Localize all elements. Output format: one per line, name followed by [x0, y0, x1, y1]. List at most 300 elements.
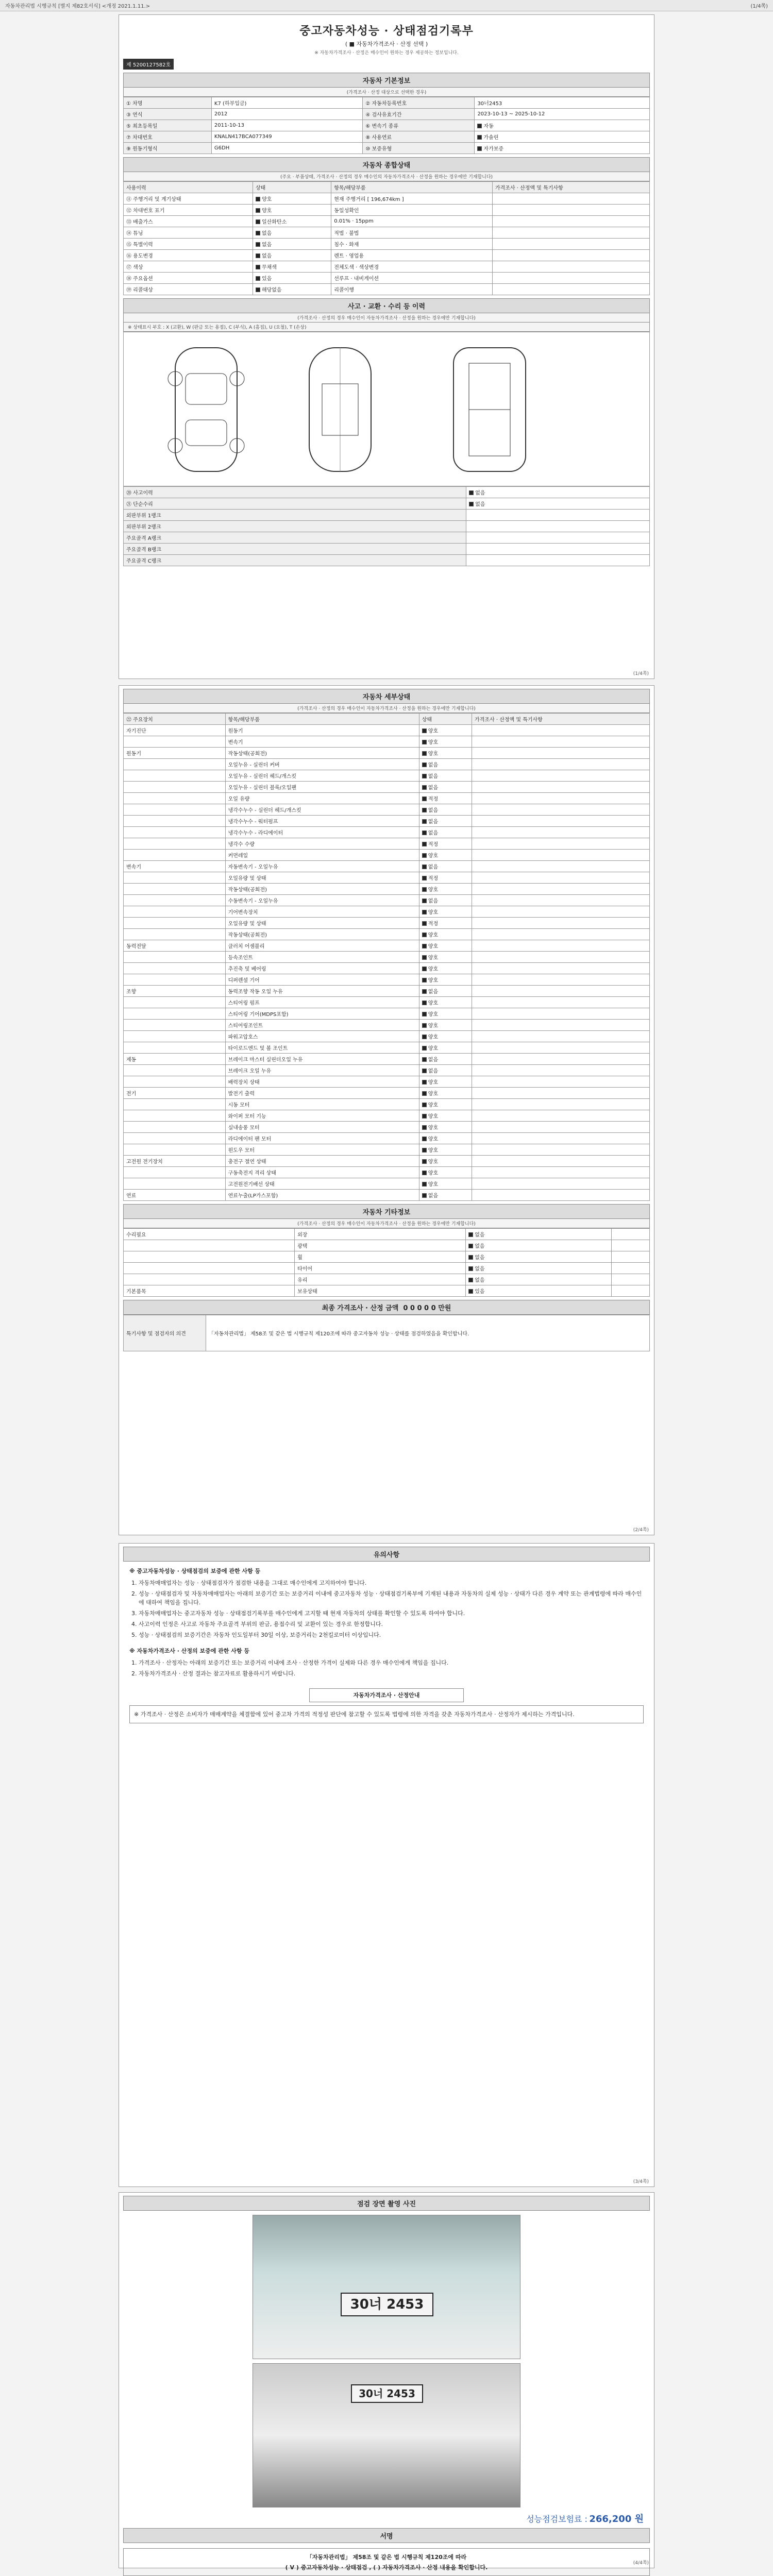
status-text: 양호 — [428, 1125, 439, 1131]
table-row — [124, 1065, 650, 1076]
label: ③ 연식 — [124, 109, 212, 120]
empty-cell — [492, 284, 649, 295]
car-top-view-icon — [294, 343, 386, 477]
status-text: 양호 — [428, 1182, 439, 1188]
detail-title: 자동차 세부상태 — [123, 689, 650, 704]
table-row — [124, 974, 650, 986]
license-plate: 30너 2453 — [341, 2293, 433, 2316]
car-diagram — [123, 332, 650, 486]
empty-cell — [612, 1240, 650, 1251]
status-cell — [466, 1251, 612, 1263]
cell: 타이로드엔드 및 볼 조인트 — [225, 1042, 419, 1054]
status-cell — [419, 838, 472, 850]
value: 2023-10-13 ~ 2025-10-12 — [475, 109, 650, 120]
table-row — [124, 1178, 650, 1190]
cell — [124, 872, 226, 884]
empty-cell — [472, 804, 650, 816]
cell — [124, 1251, 295, 1263]
checkbox-icon — [422, 887, 427, 892]
cell: 전기 — [124, 1088, 226, 1099]
table-row — [124, 1088, 650, 1099]
table-row — [124, 895, 650, 906]
checkbox-icon — [256, 231, 260, 235]
table-row — [124, 1167, 650, 1178]
status-cell — [419, 1167, 472, 1178]
status-cell — [253, 227, 331, 239]
cell: 원동기 — [225, 725, 419, 736]
cell: 변속기 — [225, 736, 419, 748]
checkbox-icon — [422, 1057, 427, 1062]
status-text: 양호 — [428, 1001, 439, 1006]
document-note: ※ 자동차가격조사 · 산정은 매수인이 원하는 경우 제공하는 정보입니다. — [314, 50, 459, 56]
rank-values — [466, 521, 650, 532]
cell — [124, 1008, 226, 1020]
cell — [124, 1110, 226, 1122]
sign-line: 「자동차관리법」 제58조 및 같은 법 시행규칙 제120조에 따라 — [306, 2554, 467, 2561]
col-header: ㉒ 주요장치 — [124, 714, 226, 725]
cell — [124, 974, 226, 986]
table-row — [124, 1144, 650, 1156]
status-cell — [419, 1156, 472, 1167]
status-cell — [419, 1190, 472, 1201]
table-row — [124, 850, 650, 861]
cell: 보유상태 — [295, 1285, 466, 1297]
cell: 오일누유 - 실린더 헤드/개스킷 — [225, 770, 419, 782]
cell: 디퍼렌셜 기어 — [225, 974, 419, 986]
cell: 클러치 어셈블리 — [225, 940, 419, 952]
empty-cell — [492, 273, 649, 284]
insurance-fee — [129, 2512, 644, 2525]
status-cell — [253, 273, 331, 284]
cell — [124, 895, 226, 906]
checkbox-icon — [256, 197, 260, 201]
special-label: 특기사항 및 점검자의 의견 — [124, 1315, 206, 1351]
status-cell — [419, 1133, 472, 1144]
table-row — [124, 872, 650, 884]
table-row — [124, 770, 650, 782]
special-text: 「자동차관리법」 제58조 및 같은 법 시행규칙 제120조에 따라 중고자동차 성능 · 상태를 점검하였음을 확인합니다. — [206, 1315, 650, 1351]
table-row — [124, 1110, 650, 1122]
sign-line: ( V ) 중고자동차성능 · 상태점검 , ( ) 자동차가격조사 · 산정 내용을 확인합니다. — [285, 2564, 488, 2571]
value — [466, 487, 650, 498]
cell: ⑰ 색상 — [124, 261, 253, 273]
cell: 작동상태(공회전) — [225, 748, 419, 759]
cell: 동력조향 작동 오일 누유 — [225, 986, 419, 997]
checkbox-icon — [422, 1046, 427, 1050]
checkbox-icon — [468, 1244, 473, 1248]
notes-title: 유의사항 — [123, 1547, 650, 1562]
status-text: 양호 — [428, 740, 439, 745]
table-row — [124, 1285, 650, 1297]
status-text: 없음 — [428, 989, 439, 995]
empty-cell — [472, 748, 650, 759]
cell: ⑮ 특별이력 — [124, 239, 253, 250]
status-text: 적정 — [428, 842, 439, 848]
table-row — [124, 205, 650, 216]
checkbox-icon — [422, 796, 427, 801]
cell — [124, 1274, 295, 1285]
checkbox-icon — [422, 1159, 427, 1164]
cell: 외장 — [295, 1229, 466, 1240]
note-item: 1. 자동차매매업자는 성능 · 상태점검자가 점검한 내용을 그대로 매수인에게 고지하여야 합니다. — [139, 1579, 644, 1587]
table-row — [124, 1042, 650, 1054]
empty-cell — [472, 986, 650, 997]
status-cell — [419, 1122, 472, 1133]
table-row — [124, 1122, 650, 1133]
empty-cell — [472, 1122, 650, 1133]
checkbox-icon — [422, 1171, 427, 1175]
status-text: 없음 — [475, 1266, 485, 1272]
cell: 오일유량 및 상태 — [225, 872, 419, 884]
status-text: 양호 — [428, 853, 439, 859]
empty-cell — [472, 872, 650, 884]
basic-info-sub: (가격조사 · 산정 대상으로 선택한 경우) — [123, 88, 650, 97]
status-text: 양호 — [428, 944, 439, 950]
inspection-photo-rear — [253, 2363, 520, 2507]
table-row — [124, 284, 650, 295]
status-text: 없음 — [428, 808, 439, 814]
document-title-block — [242, 22, 531, 56]
checkbox-icon — [422, 967, 427, 971]
status-text: 양호 — [428, 1080, 439, 1086]
checkbox-icon — [422, 1080, 427, 1084]
status-cell — [419, 1178, 472, 1190]
label: ⑳ 사고이력 — [124, 487, 466, 498]
empty-cell — [492, 216, 649, 227]
cell — [124, 884, 226, 895]
status-cell — [419, 861, 472, 872]
empty-cell — [472, 895, 650, 906]
status-cell — [419, 1088, 472, 1099]
status-cell — [419, 986, 472, 997]
cell: 고전원전기배선 상태 — [225, 1178, 419, 1190]
checkbox-icon — [422, 989, 427, 994]
cell: ⑫ 차대번호 표기 — [124, 205, 253, 216]
status-cell — [419, 1042, 472, 1054]
document-title: 중고자동차성능 · 상태점검기록부 — [299, 24, 474, 38]
cell: 광택 — [295, 1240, 466, 1251]
status-cell — [419, 997, 472, 1008]
col-header: 항목/해당부품 — [225, 714, 419, 725]
label: ㉑ 단순수리 — [124, 498, 466, 510]
checkbox-icon — [422, 933, 427, 937]
empty-cell — [612, 1263, 650, 1274]
cell — [124, 1144, 226, 1156]
cell: 브레이크 오일 누유 — [225, 1065, 419, 1076]
table-row — [124, 997, 650, 1008]
value: 2011-10-13 — [211, 120, 362, 131]
note-item: 1. 가격조사 · 산정자는 아래의 보증기간 또는 보증거리 이내에 조사 · 산정한 가격이 실제와 다른 경우 매수인에게 책임을 집니다. — [139, 1658, 644, 1667]
cell: 스티어링 기어(MDPS포함) — [225, 1008, 419, 1020]
checkbox-icon — [422, 740, 427, 744]
license-plate: 30너 2453 — [351, 2384, 423, 2403]
top-strip — [0, 0, 773, 11]
cell: 와이퍼 모터 기능 — [225, 1110, 419, 1122]
cell: 현재 주행거리 [ 196,674km ] — [331, 193, 493, 205]
empty-cell — [472, 736, 650, 748]
empty-cell — [492, 261, 649, 273]
checkbox-icon — [422, 1023, 427, 1028]
status-text: 양호 — [428, 1114, 439, 1120]
empty-cell — [472, 793, 650, 804]
page-indicator: (1/4쪽) — [750, 4, 768, 9]
checkbox-icon — [422, 853, 427, 858]
table-row — [124, 1190, 650, 1201]
cell: 침수 · 화재 — [331, 239, 493, 250]
status-cell — [466, 1240, 612, 1251]
notes-head: ※ 중고자동차성능 · 상태점검의 보증에 관한 사항 등 — [129, 1568, 261, 1574]
accident-legend: ※ 상태표시 부호 : X (교환), W (판금 또는 용접), C (부식), A (흠집), U (요철), T (손상) — [123, 323, 650, 332]
table-row — [124, 986, 650, 997]
status-cell — [466, 1229, 612, 1240]
empty-cell — [472, 1099, 650, 1110]
empty-cell — [472, 838, 650, 850]
note-item: 5. 성능 · 상태점검의 보증기간은 자동차 인도일부터 30일 이상, 보증거리는 2천킬로미터 이상입니다. — [139, 1631, 644, 1639]
cell — [124, 952, 226, 963]
col-header: 상태 — [253, 182, 331, 193]
status-cell — [419, 827, 472, 838]
table-row — [124, 838, 650, 850]
checkbox-icon — [422, 785, 427, 790]
cell: 냉각수누수 - 라디에이터 — [225, 827, 419, 838]
inspection-photo-front — [253, 2215, 520, 2359]
checkbox-icon — [422, 1001, 427, 1005]
empty-cell — [472, 759, 650, 770]
empty-cell — [472, 974, 650, 986]
value — [475, 120, 650, 131]
checkbox-icon — [422, 819, 427, 824]
cell: 커먼레일 — [225, 850, 419, 861]
cell: 윈도우 모터 — [225, 1144, 419, 1156]
rank-values — [466, 544, 650, 555]
status-cell — [419, 963, 472, 974]
table-row — [124, 1076, 650, 1088]
checkbox-icon — [422, 1114, 427, 1118]
cell: 추진축 및 베어링 — [225, 963, 419, 974]
status-cell — [419, 940, 472, 952]
status-text: 양호 — [428, 1159, 439, 1165]
cell: ⑭ 튜닝 — [124, 227, 253, 239]
cell: 연료 — [124, 1190, 226, 1201]
confirm-text: ※ 가격조사 · 산정은 소비자가 매매계약을 체결함에 있어 중고차 가격의 적정성 판단에 참고할 수 있도록 법령에 의한 자격을 갖춘 자동차가격조사 · 산정자가 제시하는 가격입니다. — [129, 1705, 644, 1723]
checkbox-icon — [422, 1193, 427, 1198]
status-text: 양호 — [428, 1023, 439, 1029]
checkbox-icon — [422, 1069, 427, 1073]
status-cell — [253, 284, 331, 295]
empty-cell — [472, 782, 650, 793]
checkbox-icon — [422, 1137, 427, 1141]
table-row — [124, 952, 650, 963]
status-cell — [419, 725, 472, 736]
page-mark: (3/4쪽) — [633, 2179, 649, 2184]
empty-cell — [472, 827, 650, 838]
cell: 발전기 출력 — [225, 1088, 419, 1099]
cell: 수동변속기 - 오일누유 — [225, 895, 419, 906]
checkbox-icon — [422, 1148, 427, 1153]
checkbox-icon — [468, 1266, 473, 1271]
cell: ⑲ 리콜대상 — [124, 284, 253, 295]
empty-cell — [472, 997, 650, 1008]
table-row — [124, 250, 650, 261]
accident-sub: (가격조사 · 산정의 경우 매수인이 자동차가격조사 · 산정을 원하는 경우에만 기재합니다) — [123, 313, 650, 323]
status-text: 무채색 — [261, 265, 277, 270]
cell: 실내송풍 모터 — [225, 1122, 419, 1133]
cell: 냉각수 수량 — [225, 838, 419, 850]
table-row — [124, 1274, 650, 1285]
checkbox-icon — [256, 242, 260, 247]
empty-cell — [492, 239, 649, 250]
cell — [124, 1133, 226, 1144]
cell: 스티어링 펌프 — [225, 997, 419, 1008]
cell — [124, 963, 226, 974]
value — [475, 143, 650, 154]
table-row — [124, 804, 650, 816]
value: 30너2453 — [475, 97, 650, 109]
cell: ⑬ 배출가스 — [124, 216, 253, 227]
rank-label: 주요골격 B랭크 — [124, 544, 466, 555]
status-cell — [419, 793, 472, 804]
empty-cell — [472, 1167, 650, 1178]
rank-values — [466, 555, 650, 566]
value-text: 가솔린 — [483, 135, 499, 141]
status-text: 양호 — [428, 1046, 439, 1052]
cell: 오일유량 및 상태 — [225, 918, 419, 929]
cell: 유리 — [295, 1274, 466, 1285]
col-header: 가격조사 · 산정액 및 특기사항 — [472, 714, 650, 725]
cell — [124, 850, 226, 861]
cell — [124, 770, 226, 782]
checkbox-icon — [468, 1255, 473, 1260]
status-cell — [466, 1285, 612, 1297]
table-row — [124, 906, 650, 918]
accident-table — [123, 486, 650, 566]
cell: 고전원 전기장치 — [124, 1156, 226, 1167]
checkbox-icon — [256, 208, 260, 213]
status-text: 없음 — [475, 1244, 485, 1249]
table-row — [124, 1099, 650, 1110]
table-row — [124, 1251, 650, 1263]
table-row — [124, 793, 650, 804]
cell: 오일누유 - 실린더 커버 — [225, 759, 419, 770]
value: KNALN417BCA077349 — [211, 131, 362, 143]
status-cell — [419, 804, 472, 816]
page-mark: (1/4쪽) — [633, 671, 649, 676]
accident-title: 사고 · 교환 · 수리 등 이력 — [123, 298, 650, 313]
cell: 선루프 · 내비게이션 — [331, 273, 493, 284]
status-cell — [419, 1110, 472, 1122]
overall-status-table — [123, 181, 650, 295]
cell: 오일누유 - 실린더 블록/오일팬 — [225, 782, 419, 793]
checkbox-icon — [422, 955, 427, 960]
label: ⑥ 변속기 종류 — [363, 120, 475, 131]
cell: 스티어링조인트 — [225, 1020, 419, 1031]
status-cell — [253, 261, 331, 273]
table-row — [124, 1031, 650, 1042]
basic-info-title: 자동차 기본정보 — [123, 73, 650, 88]
notes-head: ※ 자동차가격조사 · 산정의 보증에 관한 사항 등 — [129, 1648, 249, 1654]
checkbox-icon — [422, 921, 427, 926]
status-cell — [419, 850, 472, 861]
status-text: 양호 — [428, 967, 439, 972]
checkbox-icon — [256, 265, 260, 269]
checkbox-icon — [469, 490, 474, 495]
checkbox-icon — [422, 762, 427, 767]
status-cell — [419, 1054, 472, 1065]
status-cell — [419, 782, 472, 793]
page-1 — [119, 14, 654, 679]
cell — [124, 782, 226, 793]
empty-cell — [472, 1076, 650, 1088]
label: ⑩ 보증유형 — [363, 143, 475, 154]
empty-cell — [472, 929, 650, 940]
cell — [124, 1099, 226, 1110]
rank-values — [466, 532, 650, 544]
empty-cell — [612, 1274, 650, 1285]
value-text: 없음 — [475, 502, 485, 507]
col-header: 사용이력 — [124, 182, 253, 193]
table-row — [124, 1240, 650, 1251]
checkbox-icon — [422, 978, 427, 982]
checkbox-icon — [422, 774, 427, 778]
status-cell — [419, 1076, 472, 1088]
label: ⑨ 원동기형식 — [124, 143, 212, 154]
form-reference: 자동차관리법 시행규칙 [별지 제82호서식] <개정 2021.1.11.> — [5, 4, 150, 9]
cell — [124, 804, 226, 816]
table-row — [124, 261, 650, 273]
status-text: 없음 — [428, 865, 439, 870]
cell: 냉각수누수 - 워터펌프 — [225, 816, 419, 827]
status-text: 적정 — [428, 921, 439, 927]
status-cell — [419, 974, 472, 986]
status-text: 양호 — [428, 1148, 439, 1154]
note-item: 2. 자동차가격조사 · 산정 결과는 참고자료로 활용하시기 바랍니다. — [139, 1669, 644, 1678]
status-cell — [419, 906, 472, 918]
status-cell — [419, 884, 472, 895]
cell: 수리필요 — [124, 1229, 295, 1240]
empty-cell — [612, 1251, 650, 1263]
cell: 자기진단 — [124, 725, 226, 736]
checkbox-icon — [468, 1289, 473, 1294]
checkbox-icon — [256, 219, 260, 224]
rank-values — [466, 510, 650, 521]
cell: 적법 · 불법 — [331, 227, 493, 239]
price-title — [123, 1300, 650, 1315]
status-text: 양호 — [428, 1012, 439, 1018]
checkbox-icon — [422, 728, 427, 733]
value: 2012 — [211, 109, 362, 120]
rank-label: 주요골격 C랭크 — [124, 555, 466, 566]
cell: 휠 — [295, 1251, 466, 1263]
status-text: 없음 — [428, 831, 439, 836]
status-text: 양호 — [428, 751, 439, 757]
cell — [124, 1122, 226, 1133]
empty-cell — [612, 1229, 650, 1240]
label: ④ 검사유효기간 — [363, 109, 475, 120]
empty-cell — [472, 1178, 650, 1190]
table-row — [124, 1263, 650, 1274]
checkbox-icon — [422, 944, 427, 948]
empty-cell — [472, 816, 650, 827]
label: ② 자동차등록번호 — [363, 97, 475, 109]
status-text: 양호 — [428, 1103, 439, 1108]
cell: 작동상태(공회전) — [225, 929, 419, 940]
status-text: 양호 — [428, 955, 439, 961]
status-cell — [419, 1031, 472, 1042]
checkbox-icon — [477, 146, 482, 151]
cell — [124, 827, 226, 838]
cell: 오일 유량 — [225, 793, 419, 804]
cell: 작동상태(공회전) — [225, 884, 419, 895]
